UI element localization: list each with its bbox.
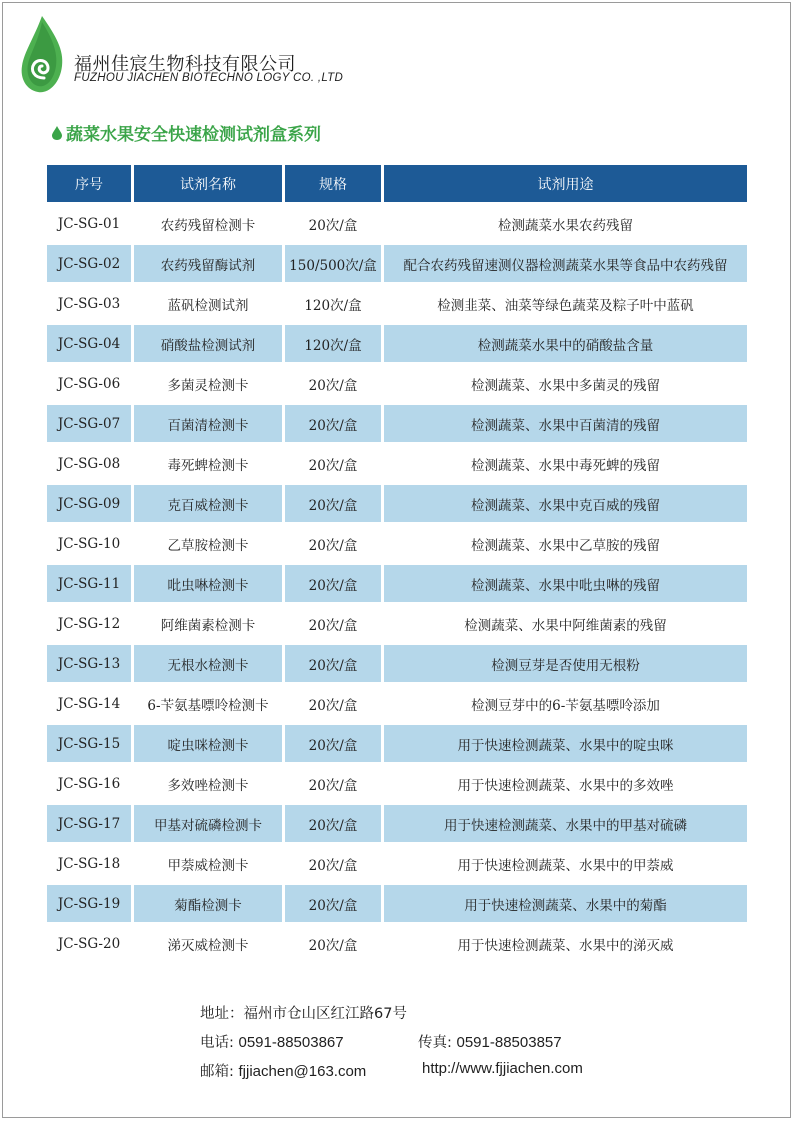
footer-website[interactable] bbox=[422, 1060, 583, 1077]
cell-usage: 检测蔬菜水果农药残留 bbox=[498, 217, 633, 234]
cell-spec: 20次/盒 bbox=[285, 885, 381, 922]
cell-serial: JC-SG-03 bbox=[57, 295, 121, 312]
table-row bbox=[47, 285, 747, 322]
cell-serial: JC-SG-11 bbox=[47, 565, 131, 602]
table-row bbox=[47, 605, 747, 642]
cell-serial: JC-SG-02 bbox=[47, 245, 131, 282]
series-title-text: 蔬菜水果安全快速检测试剂盒系列 bbox=[66, 125, 321, 145]
footer-address bbox=[200, 1002, 407, 1023]
cell-spec: 20次/盒 bbox=[285, 485, 381, 522]
cell-usage: 用于快速检测蔬菜、水果中的涕灭威 bbox=[457, 937, 674, 954]
cell-serial: JC-SG-09 bbox=[47, 485, 131, 522]
table-row bbox=[47, 885, 747, 922]
column-header-spec: 规格 bbox=[285, 165, 381, 202]
table-row bbox=[47, 685, 747, 722]
cell-serial: JC-SG-15 bbox=[47, 725, 131, 762]
cell-reagent-name: 吡虫啉检测卡 bbox=[134, 565, 282, 602]
cell-usage: 检测蔬菜、水果中多菌灵的残留 bbox=[471, 377, 660, 394]
cell-usage: 用于快速检测蔬菜、水果中的多效唑 bbox=[457, 777, 674, 794]
cell-reagent-name: 无根水检测卡 bbox=[134, 645, 282, 682]
cell-reagent-name: 甲基对硫磷检测卡 bbox=[134, 805, 282, 842]
table-row bbox=[47, 845, 747, 882]
table-row bbox=[47, 525, 747, 562]
cell-reagent-name: 硝酸盐检测试剂 bbox=[134, 325, 282, 362]
cell-spec: 20次/盒 bbox=[308, 457, 358, 474]
website-link[interactable]: http://www.fjjiachen.com bbox=[422, 1060, 583, 1077]
cell-reagent-name: 农药残留检测卡 bbox=[160, 217, 256, 234]
cell-serial: JC-SG-01 bbox=[57, 215, 121, 232]
table-row bbox=[47, 405, 747, 442]
table-row bbox=[47, 325, 747, 362]
cell-serial: JC-SG-16 bbox=[57, 775, 121, 792]
series-title bbox=[52, 120, 321, 145]
cell-usage: 用于快速检测蔬菜、水果中的菊酯 bbox=[384, 885, 747, 922]
cell-usage: 检测蔬菜、水果中克百威的残留 bbox=[384, 485, 747, 522]
company-name-en: FUZHOU JIACHEN BIOTECHNO LOGY CO. ,LTD bbox=[74, 72, 344, 84]
cell-serial: JC-SG-19 bbox=[47, 885, 131, 922]
cell-usage: 检测豆芽中的6-苄氨基嘌呤添加 bbox=[471, 697, 660, 714]
table-row bbox=[47, 245, 747, 282]
cell-reagent-name: 6-苄氨基嘌呤检测卡 bbox=[147, 697, 269, 714]
phone-value: 0591-88503867 bbox=[238, 1034, 344, 1051]
cell-serial: JC-SG-10 bbox=[57, 535, 121, 552]
footer-email bbox=[200, 1060, 366, 1081]
cell-serial: JC-SG-06 bbox=[57, 375, 121, 392]
cell-spec: 20次/盒 bbox=[308, 377, 358, 394]
cell-usage: 检测蔬菜、水果中吡虫啉的残留 bbox=[384, 565, 747, 602]
column-header-usage: 试剂用途 bbox=[384, 165, 747, 202]
cell-serial: JC-SG-07 bbox=[47, 405, 131, 442]
table-row bbox=[47, 765, 747, 802]
cell-reagent-name: 百菌清检测卡 bbox=[134, 405, 282, 442]
company-name-cn: 福州佳宸生物科技有限公司 bbox=[74, 54, 296, 75]
cell-usage: 检测蔬菜、水果中百菌清的残留 bbox=[384, 405, 747, 442]
cell-serial: JC-SG-04 bbox=[47, 325, 131, 362]
cell-usage: 检测蔬菜、水果中毒死蜱的残留 bbox=[471, 457, 660, 474]
column-header-serial: 序号 bbox=[47, 165, 131, 202]
table-row bbox=[47, 805, 747, 842]
cell-reagent-name: 涕灭威检测卡 bbox=[167, 937, 249, 954]
cell-reagent-name: 甲萘威检测卡 bbox=[167, 857, 249, 874]
fax-label: 传真: bbox=[418, 1035, 452, 1051]
cell-spec: 20次/盒 bbox=[285, 565, 381, 602]
table-body bbox=[47, 205, 747, 962]
cell-spec: 20次/盒 bbox=[308, 777, 358, 794]
cell-spec: 20次/盒 bbox=[308, 937, 358, 954]
email-value: fjjiachen@163.com bbox=[238, 1063, 367, 1080]
cell-usage: 配合农药残留速测仪器检测蔬菜水果等食品中农药残留 bbox=[384, 245, 747, 282]
column-header-reagent-name: 试剂名称 bbox=[134, 165, 282, 202]
cell-spec: 20次/盒 bbox=[285, 805, 381, 842]
cell-reagent-name: 克百威检测卡 bbox=[134, 485, 282, 522]
cell-usage: 检测蔬菜、水果中阿维菌素的残留 bbox=[464, 617, 667, 634]
cell-serial: JC-SG-14 bbox=[57, 695, 121, 712]
cell-reagent-name: 农药残留酶试剂 bbox=[134, 245, 282, 282]
cell-spec: 20次/盒 bbox=[285, 405, 381, 442]
cell-serial: JC-SG-17 bbox=[47, 805, 131, 842]
cell-reagent-name: 菊酯检测卡 bbox=[134, 885, 282, 922]
address-value: 福州市仓山区红江路67号 bbox=[243, 1006, 407, 1022]
water-drop-icon bbox=[52, 126, 62, 140]
cell-reagent-name: 啶虫咪检测卡 bbox=[134, 725, 282, 762]
company-logo-icon bbox=[18, 14, 66, 96]
cell-serial: JC-SG-18 bbox=[57, 855, 121, 872]
footer-phone bbox=[200, 1031, 344, 1052]
table-row bbox=[47, 725, 747, 762]
address-label: 地址： bbox=[200, 1006, 244, 1022]
cell-spec: 20次/盒 bbox=[308, 697, 358, 714]
cell-spec: 20次/盒 bbox=[308, 537, 358, 554]
cell-reagent-name: 毒死蜱检测卡 bbox=[167, 457, 249, 474]
cell-spec: 20次/盒 bbox=[308, 617, 358, 634]
table-row bbox=[47, 565, 747, 602]
fax-value: 0591-88503857 bbox=[456, 1034, 562, 1051]
cell-spec: 150/500次/盒 bbox=[285, 245, 381, 282]
table-row bbox=[47, 445, 747, 482]
table-row bbox=[47, 925, 747, 962]
cell-usage: 检测韭菜、油菜等绿色蔬菜及粽子叶中蓝矾 bbox=[437, 297, 694, 314]
phone-label: 电话: bbox=[200, 1035, 234, 1051]
cell-spec: 20次/盒 bbox=[308, 857, 358, 874]
cell-reagent-name: 多效唑检测卡 bbox=[167, 777, 249, 794]
cell-spec: 120次/盒 bbox=[304, 297, 362, 314]
cell-serial: JC-SG-20 bbox=[57, 935, 121, 952]
cell-usage: 检测蔬菜水果中的硝酸盐含量 bbox=[384, 325, 747, 362]
cell-reagent-name: 阿维菌素检测卡 bbox=[160, 617, 256, 634]
cell-serial: JC-SG-08 bbox=[57, 455, 121, 472]
cell-reagent-name: 多菌灵检测卡 bbox=[167, 377, 249, 394]
table-row bbox=[47, 365, 747, 402]
cell-spec: 120次/盒 bbox=[285, 325, 381, 362]
reagent-table bbox=[44, 162, 750, 965]
cell-usage: 检测豆芽是否使用无根粉 bbox=[384, 645, 747, 682]
table-row bbox=[47, 485, 747, 522]
footer-fax bbox=[418, 1031, 562, 1052]
cell-spec: 20次/盒 bbox=[285, 725, 381, 762]
cell-usage: 用于快速检测蔬菜、水果中的啶虫咪 bbox=[384, 725, 747, 762]
table-row bbox=[47, 205, 747, 242]
cell-usage: 检测蔬菜、水果中乙草胺的残留 bbox=[471, 537, 660, 554]
cell-usage: 用于快速检测蔬菜、水果中的甲萘威 bbox=[457, 857, 674, 874]
email-label: 邮箱: bbox=[200, 1064, 234, 1080]
cell-serial: JC-SG-12 bbox=[57, 615, 121, 632]
table-row bbox=[47, 645, 747, 682]
cell-usage: 用于快速检测蔬菜、水果中的甲基对硫磷 bbox=[384, 805, 747, 842]
cell-spec: 20次/盒 bbox=[308, 217, 358, 234]
cell-reagent-name: 蓝矾检测试剂 bbox=[167, 297, 249, 314]
cell-spec: 20次/盒 bbox=[285, 645, 381, 682]
cell-serial: JC-SG-13 bbox=[47, 645, 131, 682]
cell-reagent-name: 乙草胺检测卡 bbox=[167, 537, 249, 554]
table-header-row bbox=[47, 165, 747, 202]
